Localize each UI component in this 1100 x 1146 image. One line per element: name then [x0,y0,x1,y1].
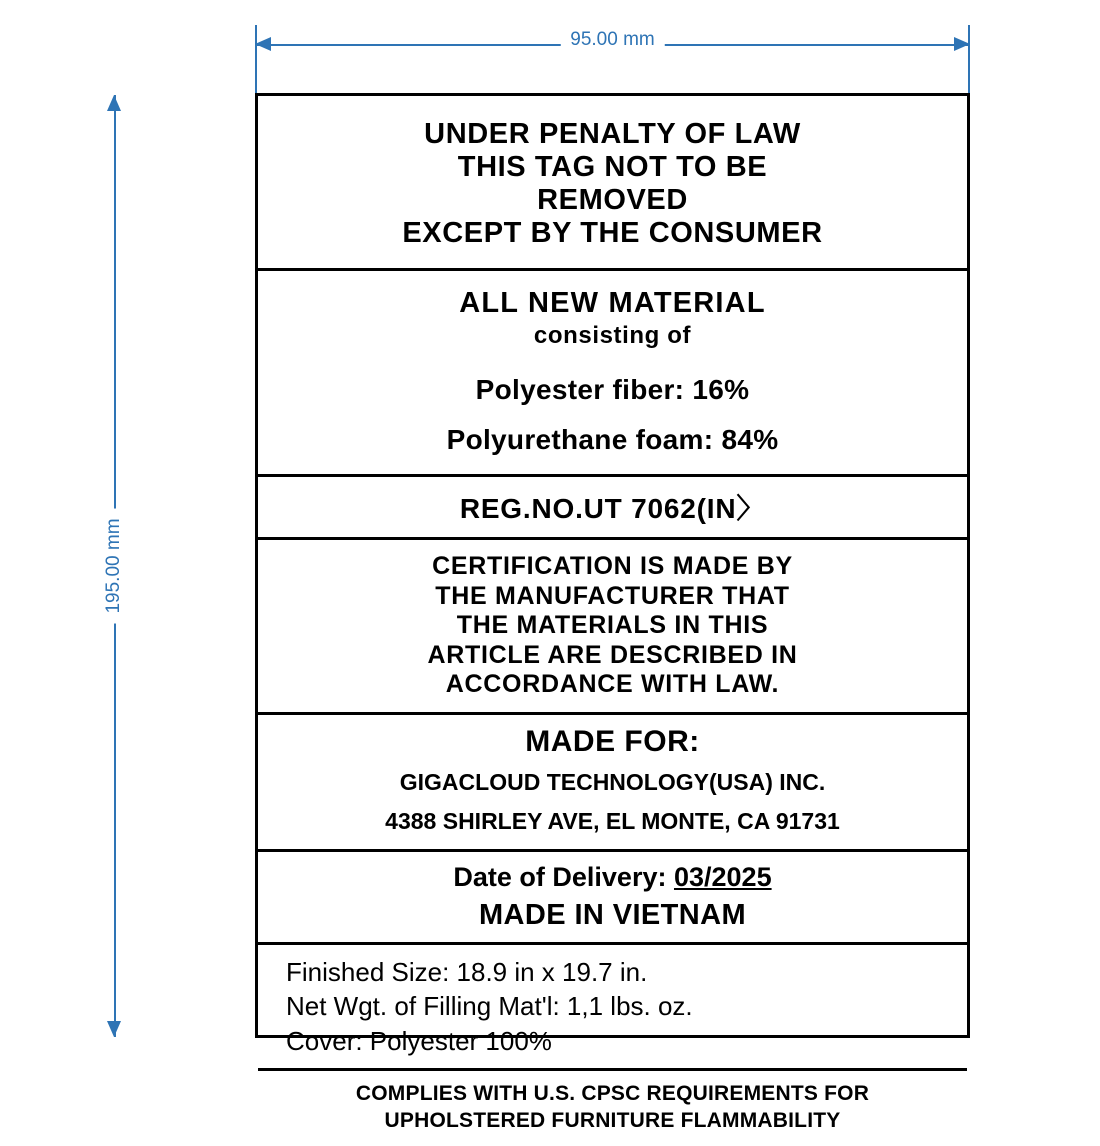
date-of-delivery-label: Date of Delivery: [453,861,667,892]
date-of-delivery-row [268,862,957,893]
compliance-line-1: COMPLIES WITH U.S. CPSC REQUIREMENTS FOR [355,1082,870,1106]
penalty-line-2: THIS TAG NOT TO BE [457,151,768,184]
made-for-section [258,715,967,852]
height-dimension-label: 195.00 mm [103,508,125,623]
height-dimension [92,95,136,1037]
width-dimension [255,22,970,66]
penalty-line-3: REMOVED [537,184,688,217]
width-dimension-label: 95.00 mm [560,29,664,51]
delivery-section [258,852,967,945]
arrow-down-icon [107,1021,121,1037]
compliance-line-2: UPHOLSTERED FURNITURE FLAMMABILITY [384,1108,841,1132]
law-label-tag [255,93,970,1132]
consisting-of-label: consisting of [533,322,692,350]
certification-line-3: THE MATERIALS IN THIS [456,611,769,640]
certification-line-2: THE MANUFACTURER THAT [435,581,790,610]
penalty-notice-section [258,96,967,271]
arrow-left-icon [255,37,271,51]
cpsc-compliance-section [258,1071,967,1146]
certification-statement-section [258,540,967,715]
made-for-heading: MADE FOR: [525,724,700,758]
finished-size-value: Finished Size: 18.9 in x 19.7 in. [286,956,648,987]
registration-number-section: REG.NO.UT 7062(IN〉 [258,477,967,540]
penalty-line-4: EXCEPT BY THE CONSUMER [402,217,823,250]
company-name: GIGACLOUD TECHNOLOGY(USA) INC. [399,768,826,795]
product-specs-section [258,945,967,1072]
net-weight-value: Net Wgt. of Filling Mat'l: 1,1 lbs. oz. [286,991,693,1022]
country-of-origin: MADE IN VIETNAM [479,898,746,931]
polyurethane-foam-value: Polyurethane foam: 84% [446,424,779,456]
company-address: 4388 SHIRLEY AVE, EL MONTE, CA 91731 [385,807,840,834]
certification-line-1: CERTIFICATION IS MADE BY [432,552,793,581]
material-content-section [258,271,967,477]
penalty-line-1: UNDER PENALTY OF LAW [424,118,801,150]
all-new-material-heading: ALL NEW MATERIAL [459,287,766,320]
arrow-right-icon [954,37,970,51]
certification-line-5: ACCORDANCE WITH LAW. [445,670,780,699]
arrow-up-icon [107,95,121,111]
date-of-delivery-value: 03/2025 [673,861,772,892]
certification-line-4: ARTICLE ARE DESCRIBED IN [427,640,798,669]
cover-material-value: Cover: Polyester 100% [286,1025,552,1056]
polyester-fiber-value: Polyester fiber: 16% [475,374,750,406]
